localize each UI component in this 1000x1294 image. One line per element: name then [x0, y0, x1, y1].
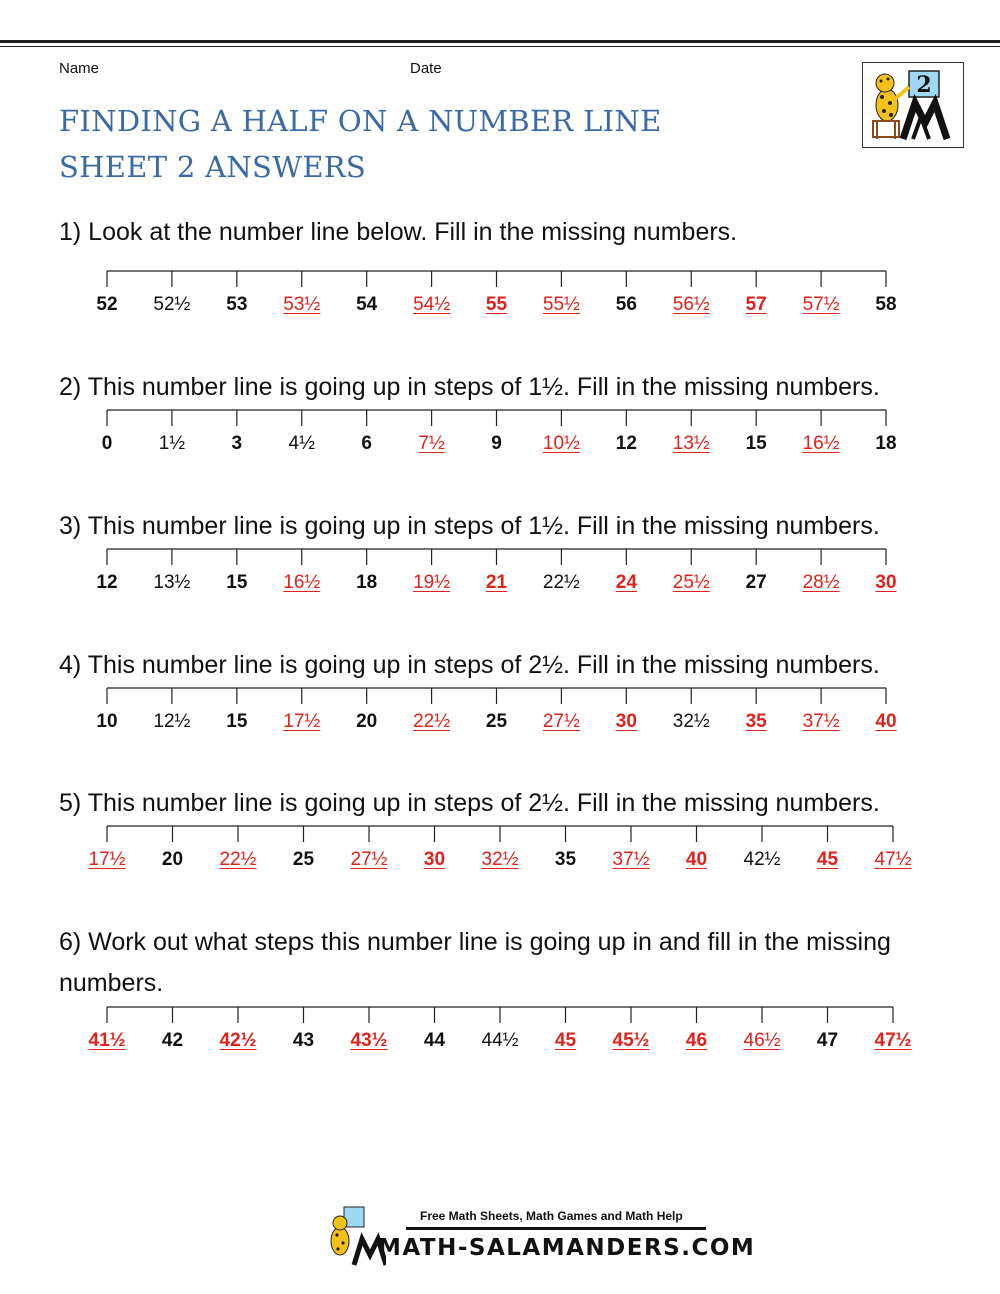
given-label: 32½	[672, 711, 710, 732]
name-label: Name	[59, 60, 100, 77]
given-label: 12½	[153, 711, 191, 732]
answer-label: 25½	[672, 572, 710, 593]
given-label: 44	[423, 1030, 446, 1051]
answer-label: 16½	[802, 433, 840, 454]
answer-label: 42½	[219, 1030, 257, 1051]
footer-brand: MATH-SALAMANDERS.COM	[378, 1235, 756, 1261]
given-label: 42½	[743, 849, 781, 870]
answer-label: 45	[816, 849, 839, 870]
given-label: 1½	[158, 433, 186, 454]
logo	[862, 62, 964, 148]
question-4-text: 4) This number line is going up in steps of 2½. Fill in the missing numbers.	[59, 651, 880, 679]
given-label: 56	[615, 294, 637, 315]
given-label: 22½	[542, 572, 580, 593]
given-label: 18	[356, 572, 378, 593]
salamander-logo-icon	[863, 63, 963, 147]
answer-label: 54½	[413, 294, 451, 315]
question-6-text: 6) Work out what steps this number line is going up in and fill in the missing numbers.	[59, 928, 891, 997]
top-rule	[0, 40, 1000, 43]
given-label: 15	[745, 433, 767, 454]
given-label: 35	[554, 849, 577, 870]
footer-logo	[326, 1205, 756, 1267]
given-label: 25	[485, 711, 508, 732]
answer-label: 35	[745, 711, 767, 732]
given-label: 20	[161, 849, 184, 870]
given-label: 0	[101, 433, 113, 454]
given-label: 43	[292, 1030, 315, 1051]
number-line-3	[0, 548, 1000, 608]
question-3-text: 3) This number line is going up in steps of 1½. Fill in the missing numbers.	[59, 512, 880, 540]
answer-label: 30	[423, 849, 446, 870]
answer-label: 19½	[413, 572, 451, 593]
given-label: 15	[226, 711, 248, 732]
answer-label: 27½	[350, 849, 388, 870]
logo-digit: 2	[916, 72, 932, 98]
answer-label: 43½	[350, 1030, 388, 1051]
given-label: 18	[875, 433, 897, 454]
number-line-1	[0, 270, 1000, 330]
given-label: 12	[96, 572, 118, 593]
answer-label: 30	[615, 711, 637, 732]
given-label: 10	[96, 711, 118, 732]
answer-label: 30	[875, 572, 897, 593]
answer-label: 17½	[283, 711, 321, 732]
given-label: 3	[231, 433, 243, 454]
given-label: 6	[361, 433, 372, 454]
given-label: 44½	[481, 1030, 519, 1051]
given-label: 27	[745, 572, 767, 593]
given-label: 42	[161, 1030, 184, 1051]
number-line-4	[0, 687, 1000, 747]
answer-label: 32½	[481, 849, 519, 870]
answer-label: 21	[485, 572, 508, 593]
given-label: 20	[356, 711, 378, 732]
given-label: 53	[226, 294, 248, 315]
date-label: Date	[410, 60, 442, 77]
given-label: 52½	[153, 294, 191, 315]
given-label: 15	[226, 572, 248, 593]
answer-label: 47½	[874, 849, 912, 870]
answer-label: 37½	[802, 711, 840, 732]
number-line-2	[0, 409, 1000, 469]
top-rule-thin	[0, 46, 1000, 47]
answer-label: 22½	[219, 849, 257, 870]
answer-label: 40	[685, 849, 708, 870]
question-5-text: 5) This number line is going up in steps of 2½. Fill in the missing numbers.	[59, 789, 880, 817]
given-label: 4½	[288, 433, 315, 454]
question-1-text: 1) Look at the number line below. Fill in the missing numbers.	[59, 218, 738, 246]
answer-label: 28½	[802, 572, 840, 593]
answer-label: 17½	[88, 849, 126, 870]
answer-label: 56½	[672, 294, 710, 315]
given-label: 54	[356, 294, 378, 315]
footer-salamander-icon	[326, 1205, 386, 1267]
answer-label: 41½	[88, 1030, 126, 1051]
answer-label: 47½	[874, 1030, 912, 1051]
answer-label: 46	[685, 1030, 708, 1051]
answer-label: 57½	[802, 294, 840, 315]
answer-label: 53½	[283, 294, 321, 315]
given-label: 47	[816, 1030, 839, 1051]
answer-label: 22½	[413, 711, 451, 732]
footer-tagline: Free Math Sheets, Math Games and Math Help	[420, 1209, 683, 1223]
page-subtitle: SHEET 2 ANSWERS	[59, 150, 367, 184]
answer-label: 57	[745, 294, 767, 315]
answer-label: 7½	[418, 433, 445, 454]
number-line-5	[0, 825, 1000, 885]
answer-label: 55	[485, 294, 508, 315]
answer-label: 45½	[612, 1030, 650, 1051]
question-2-text: 2) This number line is going up in steps of 1½. Fill in the missing numbers.	[59, 373, 880, 401]
given-label: 9	[491, 433, 502, 454]
answer-label: 10½	[542, 433, 580, 454]
footer-rule	[406, 1227, 706, 1230]
answer-label: 40	[875, 711, 897, 732]
given-label: 13½	[153, 572, 191, 593]
answer-label: 24	[615, 572, 637, 593]
answer-label: 45	[554, 1030, 577, 1051]
given-label: 58	[875, 294, 897, 315]
answer-label: 16½	[283, 572, 321, 593]
answer-label: 27½	[542, 711, 580, 732]
page-title: FINDING A HALF ON A NUMBER LINE	[59, 104, 662, 138]
number-line-6	[0, 1006, 1000, 1066]
answer-label: 46½	[743, 1030, 781, 1051]
given-label: 52	[96, 294, 118, 315]
answer-label: 13½	[672, 433, 710, 454]
answer-label: 37½	[612, 849, 650, 870]
given-label: 12	[615, 433, 637, 454]
answer-label: 55½	[542, 294, 580, 315]
given-label: 25	[292, 849, 315, 870]
